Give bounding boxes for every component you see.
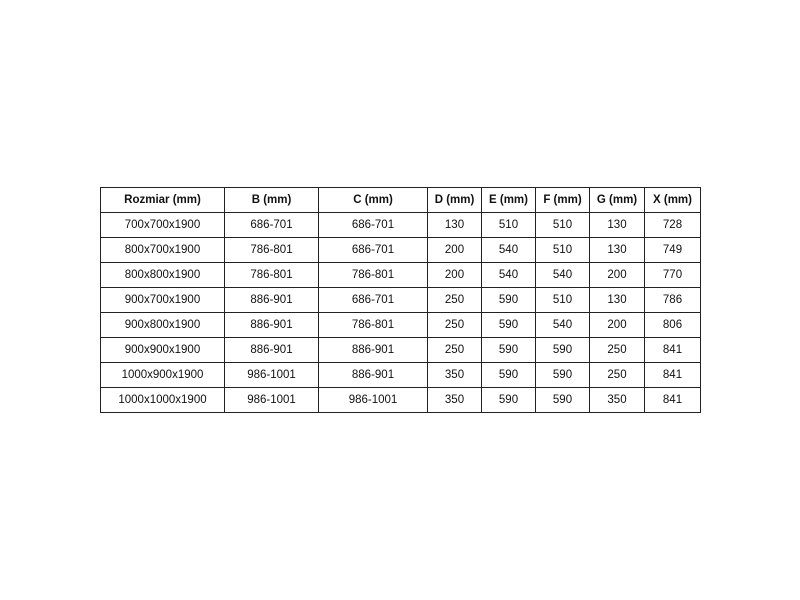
cell-g: 200	[590, 263, 645, 288]
cell-f: 590	[536, 338, 590, 363]
cell-f: 510	[536, 213, 590, 238]
cell-c: 786-801	[319, 263, 428, 288]
cell-b: 986-1001	[225, 363, 319, 388]
cell-g: 130	[590, 238, 645, 263]
cell-b: 786-801	[225, 238, 319, 263]
cell-f: 510	[536, 288, 590, 313]
cell-c: 886-901	[319, 363, 428, 388]
cell-b: 686-701	[225, 213, 319, 238]
table-row	[101, 288, 701, 313]
header-f: F (mm)	[536, 188, 590, 213]
cell-e: 540	[482, 263, 536, 288]
cell-b: 886-901	[225, 313, 319, 338]
cell-x: 806	[645, 313, 701, 338]
cell-f: 540	[536, 263, 590, 288]
cell-x: 770	[645, 263, 701, 288]
cell-f: 510	[536, 238, 590, 263]
cell-d: 200	[428, 238, 482, 263]
cell-d: 350	[428, 388, 482, 413]
cell-x: 786	[645, 288, 701, 313]
cell-e: 510	[482, 213, 536, 238]
cell-c: 786-801	[319, 313, 428, 338]
cell-g: 250	[590, 363, 645, 388]
cell-g: 130	[590, 288, 645, 313]
table-row	[101, 338, 701, 363]
header-c: C (mm)	[319, 188, 428, 213]
cell-g: 130	[590, 213, 645, 238]
cell-x: 728	[645, 213, 701, 238]
header-d: D (mm)	[428, 188, 482, 213]
cell-c: 986-1001	[319, 388, 428, 413]
header-e: E (mm)	[482, 188, 536, 213]
table-row	[101, 363, 701, 388]
cell-x: 749	[645, 238, 701, 263]
cell-x: 841	[645, 388, 701, 413]
cell-g: 250	[590, 338, 645, 363]
table-header-row	[101, 188, 701, 213]
cell-x: 841	[645, 363, 701, 388]
cell-e: 590	[482, 338, 536, 363]
table-row	[101, 388, 701, 413]
header-x: X (mm)	[645, 188, 701, 213]
cell-c: 686-701	[319, 238, 428, 263]
cell-e: 540	[482, 238, 536, 263]
cell-d: 250	[428, 338, 482, 363]
header-size: Rozmiar (mm)	[101, 188, 225, 213]
cell-c: 686-701	[319, 213, 428, 238]
table-row	[101, 213, 701, 238]
cell-d: 350	[428, 363, 482, 388]
cell-size: 1000x900x1900	[101, 363, 225, 388]
dimensions-table	[100, 187, 701, 413]
header-b: B (mm)	[225, 188, 319, 213]
cell-size: 900x900x1900	[101, 338, 225, 363]
table-row	[101, 238, 701, 263]
cell-b: 886-901	[225, 288, 319, 313]
cell-size: 800x800x1900	[101, 263, 225, 288]
cell-g: 350	[590, 388, 645, 413]
cell-d: 130	[428, 213, 482, 238]
cell-size: 900x700x1900	[101, 288, 225, 313]
cell-f: 590	[536, 388, 590, 413]
cell-g: 200	[590, 313, 645, 338]
cell-size: 1000x1000x1900	[101, 388, 225, 413]
cell-e: 590	[482, 288, 536, 313]
cell-c: 686-701	[319, 288, 428, 313]
table-row	[101, 263, 701, 288]
table-row	[101, 313, 701, 338]
cell-b: 886-901	[225, 338, 319, 363]
cell-b: 786-801	[225, 263, 319, 288]
cell-f: 540	[536, 313, 590, 338]
cell-d: 250	[428, 288, 482, 313]
cell-d: 250	[428, 313, 482, 338]
cell-d: 200	[428, 263, 482, 288]
cell-size: 800x700x1900	[101, 238, 225, 263]
cell-e: 590	[482, 388, 536, 413]
header-g: G (mm)	[590, 188, 645, 213]
cell-e: 590	[482, 363, 536, 388]
cell-c: 886-901	[319, 338, 428, 363]
cell-size: 900x800x1900	[101, 313, 225, 338]
cell-x: 841	[645, 338, 701, 363]
cell-b: 986-1001	[225, 388, 319, 413]
cell-size: 700x700x1900	[101, 213, 225, 238]
cell-e: 590	[482, 313, 536, 338]
cell-f: 590	[536, 363, 590, 388]
